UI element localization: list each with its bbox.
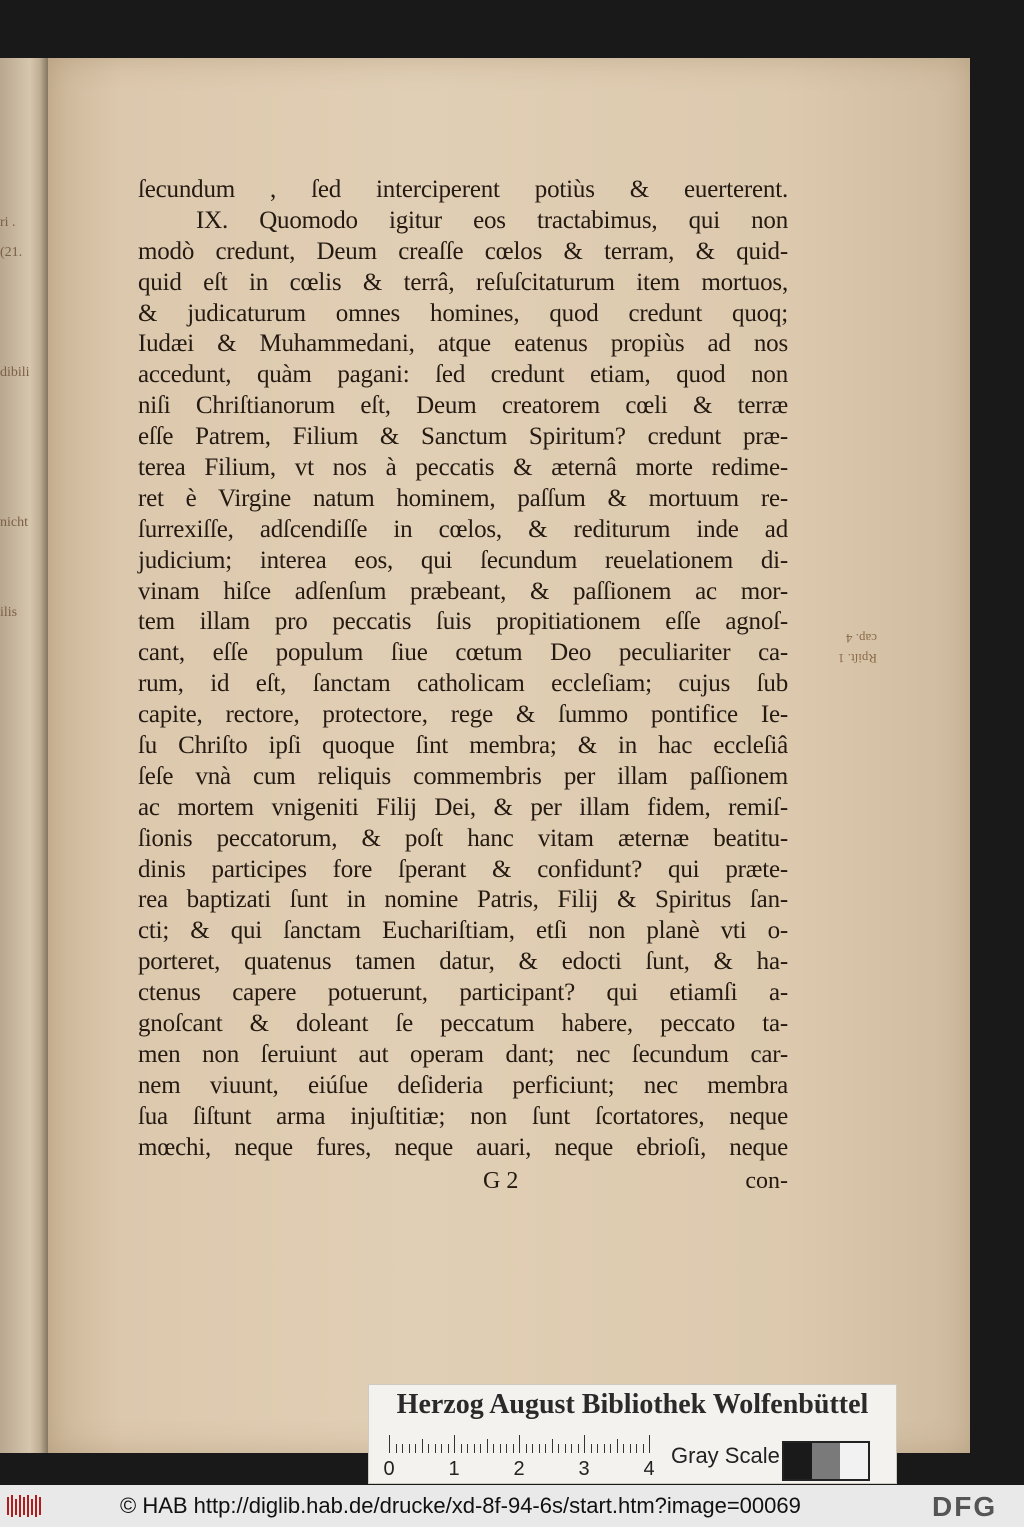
- text-line: nem viuunt, eiúſue deſideria perficiunt; nec membra: [138, 1071, 788, 1099]
- facing-page-line: [0, 448, 42, 478]
- ruler-tick: [389, 1435, 390, 1453]
- ruler-tick: [532, 1444, 533, 1453]
- ruler-tick: [506, 1444, 507, 1453]
- ruler-tick: [396, 1444, 397, 1453]
- facing-page-line: [0, 478, 42, 508]
- ruler-tick: [552, 1439, 553, 1453]
- ruler-tick: [617, 1439, 618, 1453]
- ruler-label: 3: [578, 1458, 590, 1480]
- ruler-tick: [454, 1435, 455, 1453]
- text-line: eſſe Patrem, Filium & Sanctum Spiritum? credunt præ-: [138, 423, 788, 451]
- ruler-tick: [584, 1435, 585, 1453]
- text-line: gnoſcant & doleant ſe peccatum habere, peccato ta-: [138, 1010, 788, 1038]
- ruler-tick: [493, 1444, 494, 1453]
- signature-mark: G 2: [483, 1168, 519, 1194]
- catchword: con-: [745, 1168, 788, 1194]
- ruler-tick: [513, 1444, 514, 1453]
- library-name: Herzog August Bibliothek Wolfenbüttel: [396, 1389, 869, 1420]
- facing-page-line: nicht: [0, 515, 28, 530]
- text-line: modò credunt, Deum creaſſe cœlos & terram, & quid-: [138, 237, 788, 265]
- ruler-tick: [441, 1444, 442, 1453]
- ruler-tick: [571, 1444, 572, 1453]
- text-line: rea baptizati ſunt in nomine Patris, Filij & Spiritus ſan-: [138, 886, 788, 914]
- text-line: tem illam pro peccatis ſuis propitiationem eſſe agnoſ-: [138, 608, 788, 636]
- text-line: ſua ſiſtunt arma injuſtitiæ; non ſunt ſcortatores, neque: [138, 1102, 788, 1130]
- ruler-tick: [545, 1444, 546, 1453]
- copyright-url-text: © HAB http://diglib.hab.de/drucke/xd-8f-94-6s/start.htm?image=00069: [120, 1493, 801, 1518]
- ruler-tick: [539, 1444, 540, 1453]
- ruler-tick: [500, 1444, 501, 1453]
- facing-page-line: [0, 538, 42, 568]
- viewer-footer: [0, 1485, 1024, 1527]
- text-line: quid eſt in cœlis & terrâ, reſuſcitaturum item mortuos,: [138, 268, 788, 296]
- book-page: [48, 58, 970, 1453]
- ruler-label: 1: [448, 1458, 460, 1480]
- facing-page-line: [0, 328, 42, 358]
- text-line: ret è Virgine natum hominem, paſſum & mortuum re-: [138, 484, 788, 512]
- ruler-tick: [480, 1444, 481, 1453]
- grayscale-label: Gray Scale: [671, 1443, 780, 1468]
- text-line: ſu Chriſto ipſi quoque ſint membra; & in hac eccleſiâ: [138, 732, 788, 760]
- text-line: IX. Quomodo igitur eos tractabimus, qui non: [196, 206, 788, 234]
- facing-page-line: ilis: [0, 605, 18, 620]
- hab-logo-icon: [6, 1493, 44, 1519]
- ruler-tick: [558, 1444, 559, 1453]
- facing-page-line: [0, 628, 42, 658]
- ruler-tick: [474, 1444, 475, 1453]
- ruler-tick: [636, 1444, 637, 1453]
- ruler-tick: [467, 1444, 468, 1453]
- ruler-label: 0: [383, 1458, 395, 1480]
- page-text-block: [138, 174, 788, 1163]
- ruler-tick: [487, 1439, 488, 1453]
- text-line: cti; & qui ſanctam Euchariſtiam, etſi non planè vti o-: [138, 917, 788, 945]
- text-line: ſurrexiſſe, adſcendiſſe in cœlos, & rediturum inde ad: [138, 515, 788, 543]
- ruler-tick: [422, 1439, 423, 1453]
- facing-page-line: [0, 268, 42, 298]
- ruler-tick: [649, 1435, 650, 1453]
- ruler-tick: [448, 1444, 449, 1453]
- text-line: cant, eſſe populum ſiue cœtum Deo peculiariter ca-: [138, 639, 788, 667]
- ruler-tick: [565, 1444, 566, 1453]
- text-line: mœchi, neque fures, neque auari, neque ebrioſi, neque: [138, 1133, 788, 1161]
- text-line: capite, rectore, protectore, rege & ſummo pontifice Ie-: [138, 701, 788, 729]
- text-line: terea Filium, vt nos à peccatis & æternâ morte redime-: [138, 454, 788, 482]
- ruler-tick: [435, 1444, 436, 1453]
- ruler-tick: [461, 1444, 462, 1453]
- text-line: vinam hiſce adſenſum præbeant, & paſſionem ac mor-: [138, 577, 788, 605]
- facing-page-line: [0, 178, 42, 208]
- text-line: porteret, quatenus tamen datur, & edocti ſunt, & ha-: [138, 948, 788, 976]
- facing-page-line: [0, 388, 42, 418]
- ruler-label: 4: [643, 1458, 655, 1480]
- text-line: ctenus capere potuerunt, participant? qui etiamſi a-: [138, 979, 788, 1007]
- ruler-tick: [578, 1444, 579, 1453]
- facing-page-line: [0, 568, 42, 598]
- text-line: men non ſeruiunt aut operam dant; nec ſecundum car-: [138, 1040, 788, 1068]
- grayscale-swatch: [812, 1443, 840, 1479]
- facing-page-line: (21.: [0, 245, 23, 260]
- ruler-tick: [402, 1444, 403, 1453]
- ruler-tick: [604, 1444, 605, 1453]
- measurement-ruler: [383, 1435, 657, 1481]
- ruler-label: 2: [513, 1458, 525, 1480]
- text-line: judicium; interea eos, qui ſecundum reuelationem di-: [138, 546, 788, 574]
- ruler-tick: [409, 1444, 410, 1453]
- ruler-tick: [643, 1444, 644, 1453]
- text-line: Iudæi & Muhammedani, atque eatenus propiùs ad nos: [138, 330, 788, 358]
- ruler-tick: [597, 1444, 598, 1453]
- text-line: ac mortem vnigeniti Filij Dei, & per illam fidem, remiſ-: [138, 793, 788, 821]
- library-label-card: [368, 1384, 897, 1484]
- grayscale-swatch: [784, 1443, 812, 1479]
- text-line: rum, id eſt, ſanctam catholicam eccleſiam; cujus ſub: [138, 670, 788, 698]
- text-line: accedunt, quàm pagani: ſed credunt etiam, quod non: [138, 361, 788, 389]
- facing-page-line: [0, 298, 42, 328]
- dfg-logo: DFG: [932, 1491, 998, 1522]
- page-footer-row: [138, 1168, 788, 1198]
- text-line: niſi Chriſtianorum eſt, Deum creatorem cœli & terræ: [138, 392, 788, 420]
- ruler-tick: [591, 1444, 592, 1453]
- text-line: ſecundum , ſed interciperent potiùs & euerterent.: [138, 176, 788, 203]
- margin-note-bleedthrough: Rpiſt. 1 cap. 4: [838, 631, 878, 666]
- text-line: & judicaturum omnes homines, quod credunt quoq;: [138, 299, 788, 327]
- facing-page-line: ri .: [0, 215, 16, 230]
- ruler-tick: [415, 1444, 416, 1453]
- ruler-tick: [519, 1435, 520, 1453]
- facing-page-fragment: [0, 178, 42, 658]
- facing-page-line: [0, 418, 42, 448]
- ruler-tick: [630, 1444, 631, 1453]
- text-line: ſionis peccatorum, & poſt hanc vitam æternæ beatitu-: [138, 824, 788, 852]
- ruler-tick: [623, 1444, 624, 1453]
- ruler-tick: [526, 1444, 527, 1453]
- text-line: ſeſe vnà cum reliquis commembris per illam paſſionem: [138, 762, 788, 790]
- facing-page-line: dibili: [0, 365, 30, 380]
- grayscale-swatch: [840, 1443, 868, 1479]
- text-line: dinis participes fore ſperant & confidunt? qui præte-: [138, 855, 788, 883]
- ruler-tick: [428, 1444, 429, 1453]
- grayscale-swatches: [782, 1441, 870, 1481]
- ruler-tick: [610, 1444, 611, 1453]
